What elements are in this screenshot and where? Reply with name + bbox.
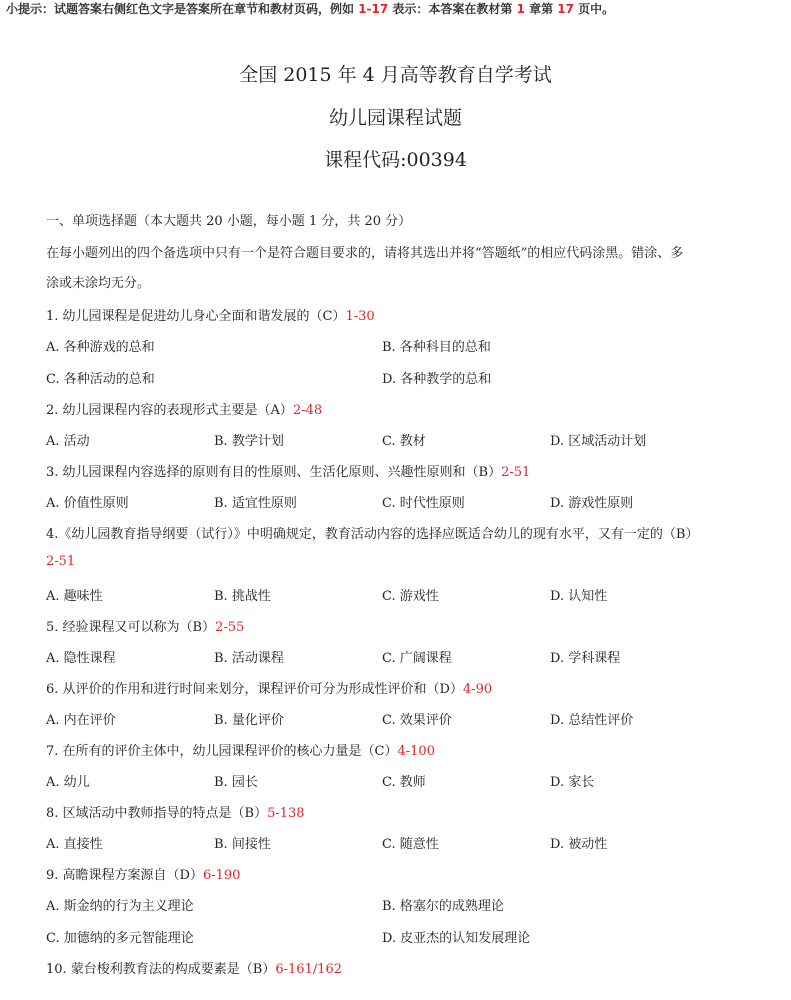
question-6: 6. 从评价的作用和进行时间来划分，课程评价可分为形成性评价和（D）4-90 [46,682,493,697]
option-9a: A. 斯金纳的行为主义理论 [46,899,194,914]
option-4b: B. 挑战性 [214,589,271,604]
option-6d: D. 总结性评价 [550,713,634,728]
option-5d: D. 学科课程 [550,651,621,666]
answer-ref: 1-30 [345,309,375,324]
tip-page: 17 [557,2,574,16]
section-instructions-2: 涂或未涂均无分。 [46,276,151,291]
option-7c: C. 教师 [382,775,426,790]
option-3c: C. 时代性原则 [382,496,465,511]
exam-code: 课程代码:00394 [324,149,467,171]
option-3b: B. 适宜性原则 [214,496,297,511]
option-2d: D. 区域活动计划 [550,434,647,449]
question-8: 8. 区域活动中教师指导的特点是（B）5-138 [46,806,305,821]
option-2b: B. 教学计划 [214,434,284,449]
section-instructions-1: 在每小题列出的四个备选项中只有一个是符合题目要求的，请将其选出并将“答题纸”的相应代码涂黑。错涂、多 [46,246,684,261]
answer-ref: 2-48 [292,403,323,418]
question-9: 9. 高瞻课程方案源自（D）6-190 [46,868,241,883]
tip-chapter: 1 [516,2,525,16]
option-5b: B. 活动课程 [214,651,284,666]
answer-ref: 4-90 [462,682,493,697]
option-3d: D. 游戏性原则 [550,496,634,511]
option-6a: A. 内在评价 [46,713,116,728]
answer-ref: 6-161/162 [275,962,343,977]
option-7a: A. 幼儿 [46,775,90,790]
question-10: 10. 蒙台梭利教育法的构成要素是（B）6-161/162 [46,962,343,977]
option-3a: A. 价值性原则 [46,496,129,511]
answer-ref: 6-190 [202,868,241,883]
option-5c: C. 广阔课程 [382,651,452,666]
option-8c: C. 随意性 [382,837,439,852]
option-4d: D. 认知性 [550,589,608,604]
tip-middle2: 章第 [524,2,558,16]
option-1a: A. 各种游戏的总和 [46,340,155,355]
option-2c: C. 教材 [382,434,426,449]
answer-ref: 2-55 [215,620,245,635]
question-2: 2. 幼儿园课程内容的表现形式主要是（A）2-48 [46,403,323,418]
option-4c: C. 游戏性 [382,589,439,604]
top-tip [6,0,614,17]
answer-ref: 2-51 [501,465,531,480]
question-4: 4.《幼儿园教育指导纲要（试行）》中明确规定，教育活动内容的选择应既适合幼儿的现有水平，又有一定的（B） [46,527,699,542]
question-3: 3. 幼儿园课程内容选择的原则有目的性原则、生活化原则、兴趣性原则和（B）2-51 [46,465,531,480]
option-8b: B. 间接性 [214,837,271,852]
option-1b: B. 各种科目的总和 [382,340,491,355]
exam-subject: 幼儿园课程试题 [328,107,462,129]
tip-prefix: 小提示：试题答案右侧红色文字是答案所在章节和教材页码，例如 [6,2,359,16]
option-8a: A. 直接性 [46,837,103,852]
tip-middle: 表示：本答案在教材第 [388,2,517,16]
answer-ref: 5-138 [267,806,305,821]
option-6c: C. 效果评价 [382,713,452,728]
option-1c: C. 各种活动的总和 [46,372,155,387]
tip-suffix: 页中。 [574,2,615,16]
answer-ref: 4-100 [397,744,435,759]
option-2a: A. 活动 [46,434,90,449]
option-9d: D. 皮亚杰的认知发展理论 [382,931,531,946]
question-1: 1. 幼儿园课程是促进幼儿身心全面和谐发展的（C）1-30 [46,309,375,324]
question-5: 5. 经验课程又可以称为（B）2-55 [46,620,245,635]
option-8d: D. 被动性 [550,837,608,852]
option-5a: A. 隐性课程 [46,651,116,666]
section-heading: 一、单项选择题（本大题共 20 小题，每小题 1 分，共 20 分） [46,214,412,229]
answer-ref: 2-51 [46,554,76,569]
option-6b: B. 量化评价 [214,713,284,728]
option-7b: B. 园长 [214,775,258,790]
option-9b: B. 格塞尔的成熟理论 [382,899,504,914]
question-7: 7. 在所有的评价主体中，幼儿园课程评价的核心力量是（C）4-100 [46,744,435,759]
option-1d: D. 各种教学的总和 [382,372,492,387]
tip-example: 1-17 [358,2,389,16]
option-9c: C. 加德纳的多元智能理论 [46,931,194,946]
option-4a: A. 趣味性 [46,589,103,604]
exam-title: 全国 2015 年 4 月高等教育自学考试 [239,64,552,86]
option-7d: D. 家长 [550,775,595,790]
